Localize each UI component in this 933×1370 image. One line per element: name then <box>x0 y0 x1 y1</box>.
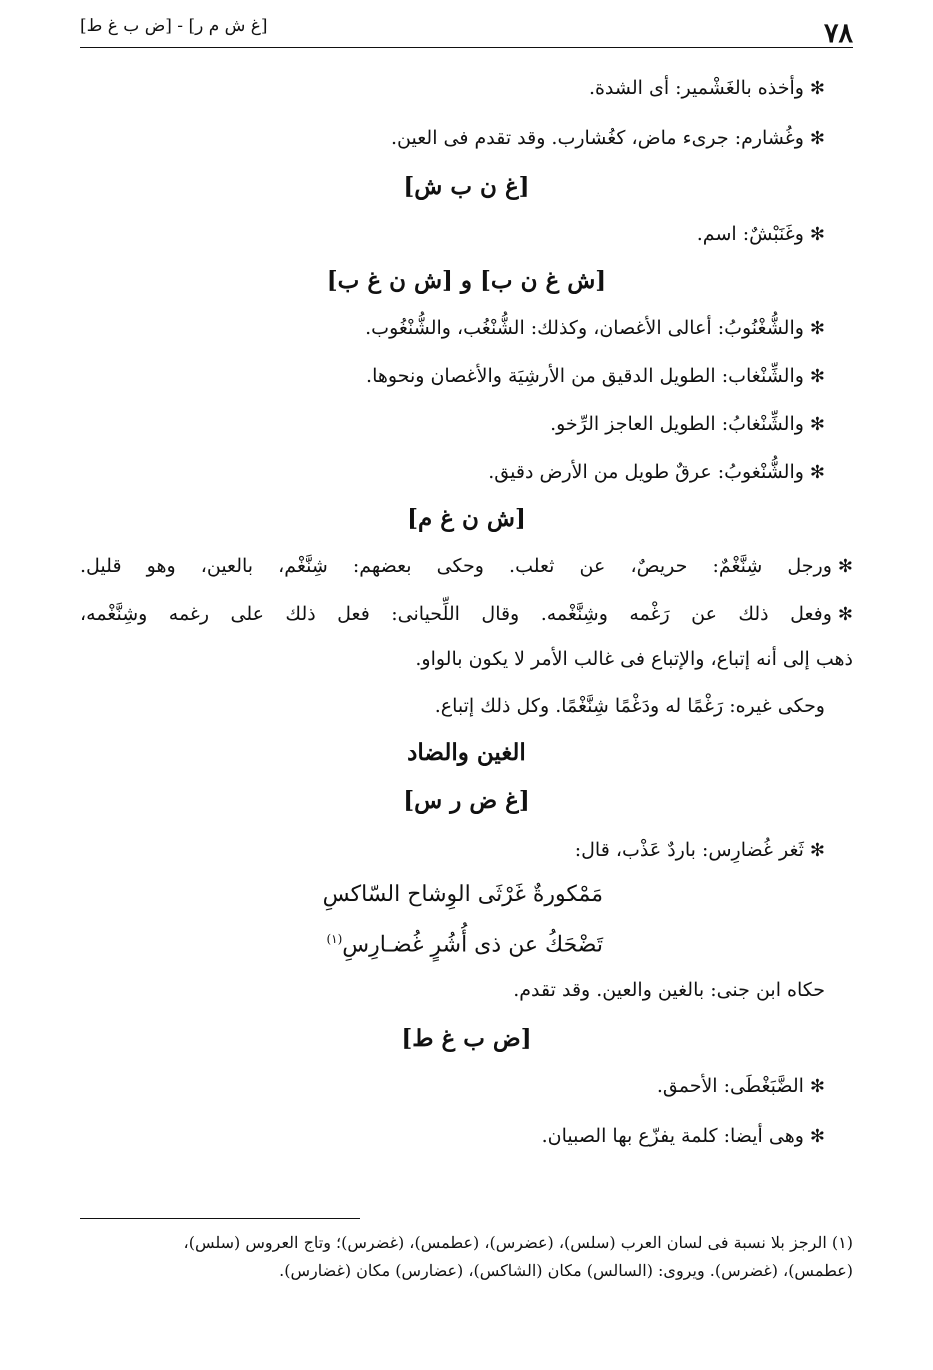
running-head: [غ ش م ر] - [ض ب غ ط] <box>80 16 268 36</box>
entry-line-continuation: ذهب إلى أنه إتباع، والإتباع فى غالب الأمر لا يكون بالواو. <box>415 648 853 670</box>
star-icon: ✻ <box>809 318 825 339</box>
entry-line <box>80 458 825 487</box>
star-icon: ✻ <box>809 224 825 245</box>
entry-line <box>80 410 825 439</box>
entry-text: وغُشارم: جرىء ماض، كغُشارب. وقد تقدم فى العين. <box>391 127 804 149</box>
star-icon: ✻ <box>809 366 825 387</box>
verse-line: مَمْكورةٌ غَرْثَى الوِشاح السّاكسِ <box>322 882 603 907</box>
verse-text: تَضْحَكُ عن ذى أُشُرٍ غُضـارِسِ <box>342 932 603 958</box>
entry-text: الضَّبَغْطَى: الأحمق. <box>656 1075 804 1097</box>
footnote-line: (١) الرجز بلا نسبة فى لسان العرب (سلس)، (عضرس)، (عطمس)، (غضرس)؛ وتاج العروس (سلس)، <box>183 1233 853 1252</box>
entry-line <box>80 74 825 103</box>
entry-text: وغَنَبْشٌ: اسم. <box>696 223 804 245</box>
footnote-marker: (١) <box>326 932 343 946</box>
star-icon: ✻ <box>837 556 853 577</box>
star-icon: ✻ <box>809 840 825 861</box>
entry-text: ورجل شِنَّغْمٌ: حريصٌ، عن ثعلب. وحكى بعضهم: شِنَّغْم، بالعين، وهو قليل. <box>80 555 832 577</box>
entry-text: والشُّغْنُوبُ: أعالى الأغصان، وكذلك: الشُّنْغُب، والشُّنْغُوب. <box>365 317 804 339</box>
entry-line <box>80 220 825 249</box>
entry-line <box>80 362 825 391</box>
entry-text: وهى أيضا: كلمة يفزّع بها الصبيان. <box>541 1125 804 1147</box>
page-number: ٧٨ <box>823 18 853 49</box>
star-icon: ✻ <box>837 604 853 625</box>
verse-line <box>326 924 603 960</box>
star-icon: ✻ <box>809 1076 825 1097</box>
star-icon: ✻ <box>809 128 825 149</box>
entry-line <box>80 1072 825 1101</box>
page-header <box>80 12 853 49</box>
entry-line <box>80 314 825 343</box>
entry-line <box>80 124 825 153</box>
entry-text: وفعل ذلك عن رَغْمه وشِنَّغْمه. وقال اللِّحيانى: فعل ذلك على رغمه وشِنَّغْمه، <box>80 603 832 625</box>
footnote-rule <box>80 1218 360 1219</box>
header-rule <box>80 47 853 48</box>
entry-text: وأخذه بالغَشْمير: أى الشدة. <box>588 77 804 99</box>
section-heading: [ض ب غ ط] <box>401 1025 532 1052</box>
star-icon: ✻ <box>809 1126 825 1147</box>
entry-line <box>80 600 853 629</box>
star-icon: ✻ <box>809 462 825 483</box>
entry-text: ثَغر غُضارِس: باردٌ عَذْب، قال: <box>574 839 804 861</box>
chapter-heading: الغين والضاد <box>407 739 526 766</box>
entry-line <box>80 1122 825 1151</box>
section-heading: [غ ن ب ش] <box>403 173 530 200</box>
entry-text: والشِّنْغاب: الطويل الدقيق من الأرشِيَة والأغصان ونحوها. <box>366 365 804 387</box>
footnote-line: (عطمس)، (غضرس). ويروى: (السالس) مكان (الشاكس)، (عضارس) مكان (غضارس). <box>279 1261 853 1280</box>
section-heading: [ش غ ن ب] و [ش ن غ ب] <box>326 267 607 294</box>
section-heading: [غ ض ر س] <box>403 787 530 814</box>
entry-line <box>80 552 853 581</box>
entry-line: حكاه ابن جنى: بالغين والعين. وقد تقدم. <box>513 979 825 1001</box>
entry-text: والشُّنْغوبُ: عرقٌ طويل من الأرض دقيق. <box>488 461 804 483</box>
star-icon: ✻ <box>809 78 825 99</box>
section-heading: [ش ن غ م] <box>407 505 526 532</box>
entry-line: وحكى غيره: رَغْمًا له ودَغْمًا شِنَّغْمًا. وكل ذلك إتباع. <box>434 695 825 717</box>
entry-text: والشِّنْغابُ: الطويل العاجز الرِّخو. <box>550 413 804 435</box>
entry-line <box>80 836 825 865</box>
star-icon: ✻ <box>809 414 825 435</box>
